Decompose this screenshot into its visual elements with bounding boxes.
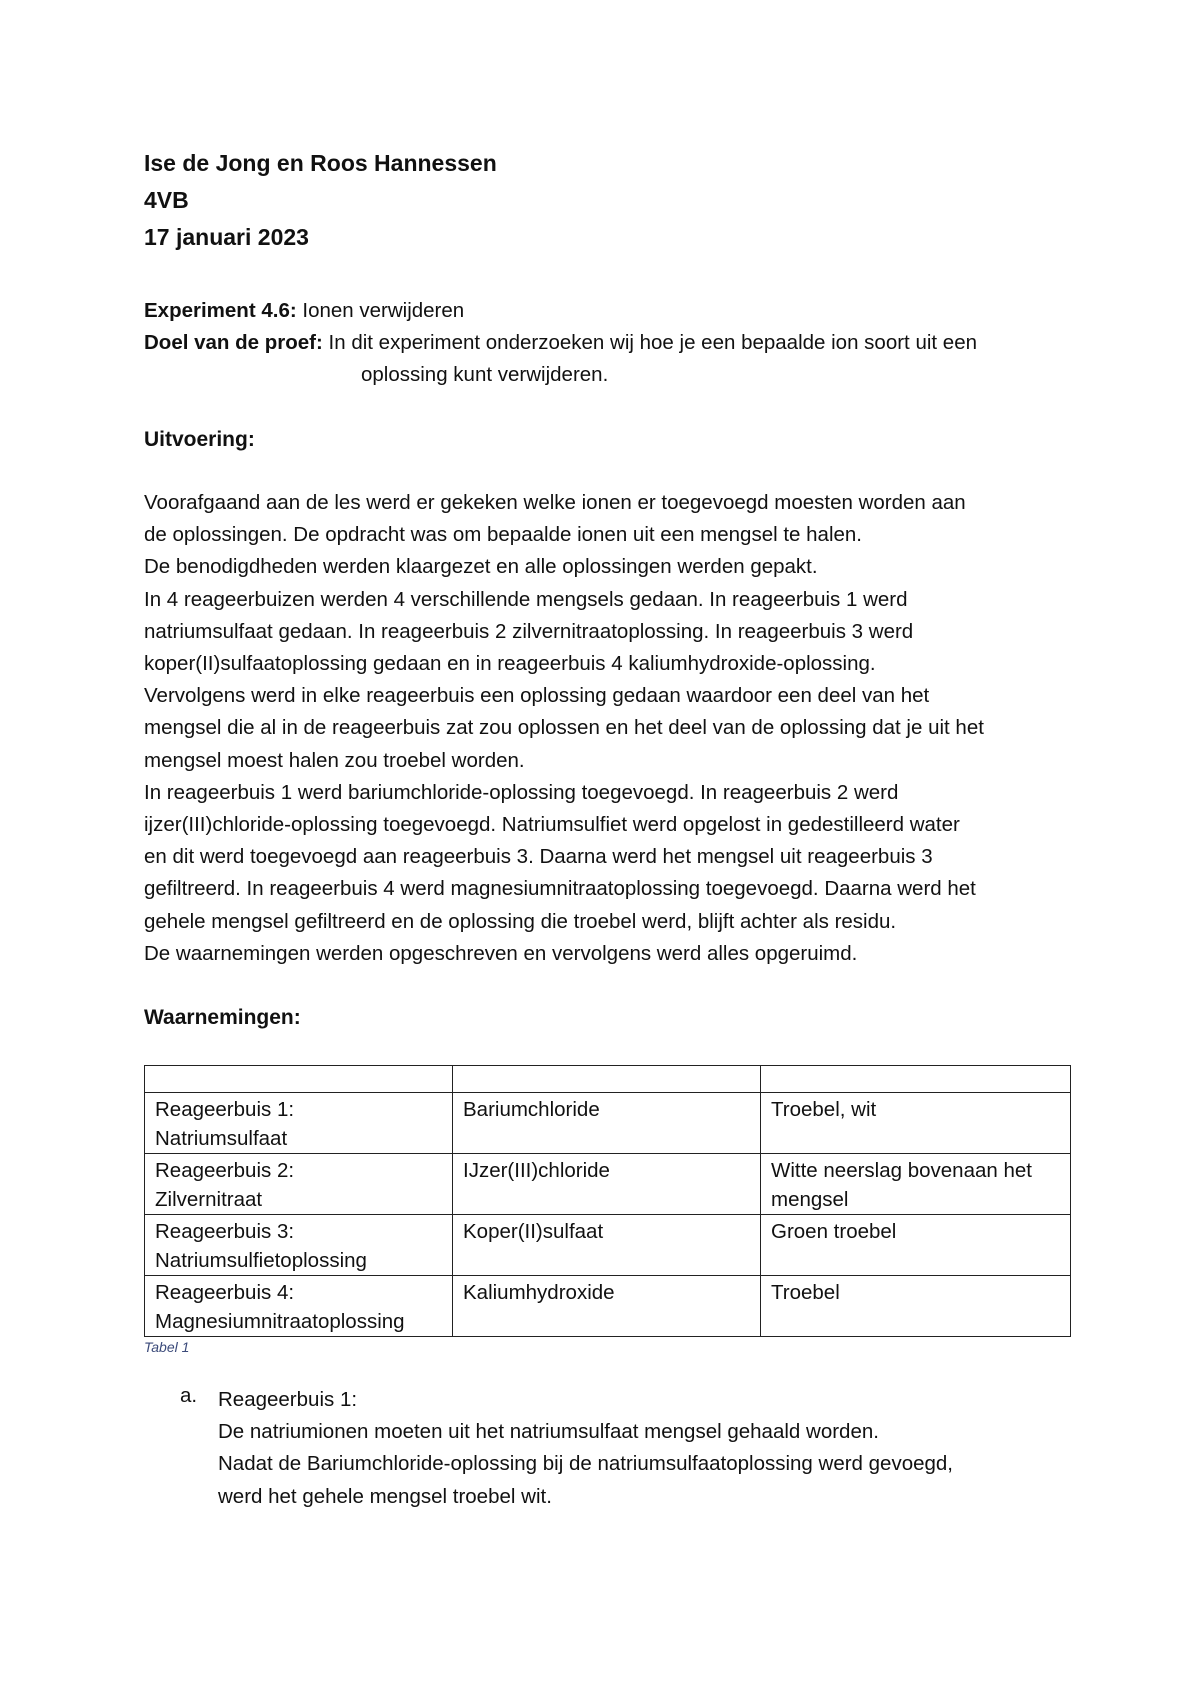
body-line: natriumsulfaat gedaan. In reageerbuis 2 zilvernitraatoplossing. In reageerbuis 3 werd — [144, 619, 914, 643]
list-line: Nadat de Bariumchloride-oplossing bij de natriumsulfaatoplossing werd gevoegd, — [218, 1452, 954, 1476]
body-line: In 4 reageerbuizen werden 4 verschillende mengsels gedaan. In reageerbuis 1 werd — [144, 587, 908, 611]
experiment-title: Ionen verwijderen — [296, 299, 465, 322]
result-cell: Troebel — [761, 1276, 1071, 1337]
table-cell — [761, 1066, 1071, 1093]
tube-solution: Natriumsulfaat — [155, 1127, 288, 1150]
body-line: De waarnemingen werden opgeschreven en vervolgens werd alles opgeruimd. — [144, 941, 858, 965]
list-marker: a. — [180, 1384, 198, 1407]
result-cell: Groen troebel — [761, 1215, 1071, 1276]
added-cell: Koper(II)sulfaat — [453, 1215, 761, 1276]
tube-solution: Magnesiumnitraatoplossing — [155, 1310, 405, 1333]
tube-label: Reageerbuis 4: — [155, 1281, 295, 1304]
table-caption: Tabel 1 — [144, 1339, 190, 1355]
tube-label: Reageerbuis 1: — [155, 1098, 295, 1121]
body-line: De benodigdheden werden klaargezet en alle oplossingen werden gepakt. — [144, 555, 818, 579]
body-line: In reageerbuis 1 werd bariumchloride-oplossing toegevoegd. In reageerbuis 2 werd — [144, 780, 899, 804]
body-line: gehele mengsel gefiltreerd en de oplossing die troebel werd, blijft achter als residu. — [144, 909, 897, 933]
table-row — [145, 1215, 1071, 1276]
tube-solution: Zilvernitraat — [155, 1188, 263, 1211]
date: 17 januari 2023 — [144, 224, 309, 250]
tube-cell — [145, 1276, 453, 1337]
doel-text-2: oplossing kunt verwijderen. — [361, 363, 609, 386]
added-cell: Kaliumhydroxide — [453, 1276, 761, 1337]
list-item-title: Reageerbuis 1: — [218, 1388, 358, 1411]
table-row — [145, 1276, 1071, 1337]
added-cell: IJzer(III)chloride — [453, 1154, 761, 1215]
body-line: koper(II)sulfaatoplossing gedaan en in reageerbuis 4 kaliumhydroxide-oplossing. — [144, 652, 876, 676]
doel-text-1: In dit experiment onderzoeken wij hoe je een bepaalde ion soort uit een — [322, 331, 978, 354]
uitvoering-body — [144, 487, 1074, 970]
tube-label: Reageerbuis 2: — [155, 1159, 295, 1182]
body-line: de oplossingen. De opdracht was om bepaalde ionen uit een mengsel te halen. — [144, 523, 862, 547]
experiment-line — [144, 299, 464, 323]
added-cell: Bariumchloride — [453, 1093, 761, 1154]
body-line: gefiltreerd. In reageerbuis 4 werd magnesiumnitraatoplossing toegevoegd. Daarna werd het — [144, 877, 976, 901]
body-line: mengsel die al in de reageerbuis zat zou oplossen en het deel van de oplossing dat je uit het — [144, 716, 984, 740]
tube-cell — [145, 1093, 453, 1154]
list-line: werd het gehele mengsel troebel wit. — [218, 1484, 552, 1508]
tube-cell — [145, 1215, 453, 1276]
body-line: en dit werd toegevoegd aan reageerbuis 3. Daarna werd het mengsel uit reageerbuis 3 — [144, 845, 933, 869]
class-label: 4VB — [144, 187, 189, 213]
observations-table — [144, 1065, 1071, 1337]
list-item — [218, 1384, 1078, 1513]
tube-label: Reageerbuis 3: — [155, 1220, 295, 1243]
table-header-row — [145, 1066, 1071, 1093]
tube-solution: Natriumsulfietoplossing — [155, 1249, 367, 1272]
body-line: mengsel moest halen zou troebel worden. — [144, 748, 525, 772]
body-line: Voorafgaand aan de les werd er gekeken welke ionen er toegevoegd moesten worden aan — [144, 491, 966, 514]
body-line: ijzer(III)chloride-oplossing toegevoegd. Natriumsulfiet werd opgelost in gedestilleerd water — [144, 813, 960, 837]
table-row — [145, 1154, 1071, 1215]
table-row — [145, 1093, 1071, 1154]
body-line: Vervolgens werd in elke reageerbuis een oplossing gedaan waardoor een deel van het — [144, 684, 930, 708]
doel-line — [144, 331, 977, 355]
waarnemingen-title: Waarnemingen: — [144, 1006, 301, 1029]
uitvoering-title: Uitvoering: — [144, 428, 255, 451]
tube-cell — [145, 1154, 453, 1215]
authors: Ise de Jong en Roos Hannessen — [144, 150, 497, 176]
result-cell: Witte neerslag bovenaan het mengsel — [761, 1154, 1071, 1215]
list-line: De natriumionen moeten uit het natriumsulfaat mengsel gehaald worden. — [218, 1420, 879, 1444]
result-cell: Troebel, wit — [761, 1093, 1071, 1154]
table-cell — [145, 1066, 453, 1093]
experiment-label: Experiment 4.6: — [144, 299, 297, 322]
table-cell — [453, 1066, 761, 1093]
doel-label: Doel van de proef: — [144, 331, 323, 354]
